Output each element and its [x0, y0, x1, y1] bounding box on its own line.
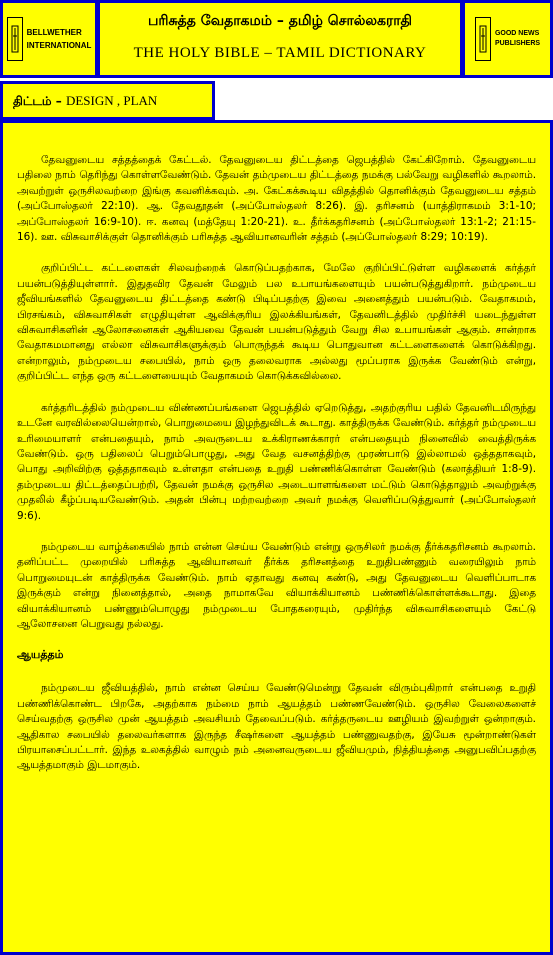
header-title-box — [97, 0, 463, 78]
paragraph: குறிப்பிட்ட கட்டளைகள் சிலவற்றைக் கொடுப்பதற்காக, மேலே குறிப்பிட்டுள்ள வழிகளைக் கர்த்தர் பயன்படுத்தியுள்ளார். இதுதவிர தேவன் மேலும் பல உபாயங்களையும் பயன்படுத்துகிறார். நம்முடைய ஜீவியங்களில் தேவனுடைய திட்டத்தை கண்டு பிடிப்பதற்கு இவை அனைத்தும் பயன்படும். வேதாகமம், பிரசங்கம், விசுவாசிகள் எழுதியுள்ள ஆவிக்குரிய இலக்கியங்கள், தேவனிடத்தில் முதிர்ச்சி யடைந்துள்ள விசுவாசிகளின் ஆலோசனைகள் ஆகியவை தேவன் பயன்படுத்தும் வேறு சில உபாயங்கள் ஆகும். சான்றாக வேதாகமமானது எல்லா விசுவாசிகளுக்கும் பொருந்தக் கூடிய பொதுவான கட்டளைகளைக் கொடுக்கிறது. என்றாலும், நம்முடைய சபையில், நாம் ஒரு தலைவராக அல்லது மூப்பராக இருக்க வேண்டும் என்று, குறிப்பிட்ட எந்த ஒரு கட்டளையையும் வேதாகமம் கொடுக்கவில்லை. — [17, 262, 536, 383]
left-logo-text: BELLWETHER INTERNATIONAL — [26, 28, 92, 50]
right-logo-text: GOOD NEWS PUBLISHERS — [494, 30, 541, 47]
content-panel — [0, 120, 553, 955]
page-title-english: THE HOLY BIBLE – TAMIL DICTIONARY — [133, 45, 427, 61]
section-tab-label — [13, 93, 157, 110]
section-tab-separator: – — [51, 94, 66, 108]
paragraph: தேவனுடைய சத்தத்தைக் கேட்டல். தேவனுடைய திட்டத்தை ஜெபத்தில் கேட்கிறோம். தேவனுடைய பதிலை நாம் தெரிந்து கொள்ளவேண்டும். தேவன் தம்முடைய திட்டத்தை நமக்கு பல்வேறு வழிகளில் கூறலாம். அவற்றுள் ஒருசிலவற்றை இங்கு கவனிக்கவும். அ. கேட்கக்கூடிய விதத்தில் தொனிக்கும் தேவனுடைய சத்தம் (அப்போஸ்தலர் 22:10). ஆ. தேவதூதன் (அப்போஸ்தலர் 8:26). இ. தரிசனம் (யாத்திராகமம் 3:1-10; அப்போஸ்தலர் 16:9-10). ஈ. கனவு (மத்தேயு 1:20-21). உ. தீர்க்கதரிசனம் (அப்போஸ்தலர் 13:1-2; 21:15-16). ஊ. விசுவாசிக்குள் தொனிக்கும் பரிசுத்த ஆவியானவரின் சத்தம் (அப்போஸ்தலர் 8:29; 10:19). — [17, 154, 536, 244]
page-title-tamil: பரிசுத்த வேதாகமம் – தமிழ் சொல்லகராதி — [148, 13, 412, 29]
paragraph: நம்முடைய ஜீவியத்தில், நாம் என்ன செய்ய வேண்டுமென்று தேவன் விரும்புகிறார் என்பதை உறுதி பண்ணிக்கொண்ட பிறகே, அதற்காக நம்மை நாம் ஆயத்தம் பண்ணவேண்டும். ஒருசில வேலைகளைச் செய்வதற்கு ஒருசில முன் ஆயத்தம் அவசியம் தேவைப்படும். கர்த்தருடைய ஊழியம் இவற்றுள் ஒன்றாகும். ஆதிகால சபையில் தலைவர்களாக இருந்த சீஷர்களை ஆயத்தம் பண்ணுவதற்கு, இயேசு மூன்றாண்டுகள் பிரயாசைப்பட்டார். இந்த உலகத்தில் வாழும் நம் அனைவருடைய ஜீவியமும், நித்தியத்தை அனுபவிப்பதற்கு ஆயத்தமாகும் இடமாகும். — [17, 682, 536, 772]
book-emblem-icon — [7, 17, 23, 61]
left-logo-box — [0, 0, 98, 78]
paragraph: நம்முடைய வாழ்க்கையில் நாம் என்ன செய்ய வேண்டும் என்று ஒருசிலர் நமக்கு தீர்க்கதரிசனம் கூறலாம். தனிப்பட்ட முறையில் பரிசுத்த ஆவியானவர் தீர்க்க தரிசனத்தை உறுதிபண்ணும் வரையிலும் நாம் பொறுமையுடன் காத்திருக்க வேண்டும். நாம் ஏதாவது கனவு கண்டு, அது தேவனுடைய வெளிப்பாடாக இருக்கும் என்று நினைத்தால், அதை நாமாகவே வியாக்கியானம் பண்ணிக்கொள்ளக்கூடாது. இதை வியாக்கியானம் பண்ணும்பொழுது நம்முடைய போதகரையும், முதிர்ந்த விசுவாசிகளையும் கேட்டு ஆலோசனை பெறுவது நல்லது. — [17, 540, 536, 630]
content-body — [17, 153, 536, 774]
right-logo-box — [462, 0, 553, 78]
paragraph: கர்த்தரிடத்தில் நம்முடைய விண்ணப்பங்களை ஜெபத்தில் ஏறெடுத்து, அதற்குரிய பதில் தேவனிடமிருந்து உடனே வரவில்லையென்றால், பொறுமையை இழந்துவிடக் கூடாது. காத்திருக்க வேண்டும். கர்த்தர் நம்முடைய உரிமையாளர் என்பதையும், நாம் அவருடைய உக்கிராணக்காரர் என்பதையும் நினைவில் வைத்திருக்க வேண்டும். ஒரு பதிலைப் பெறும்பொழுது, அது வேத வசனத்திற்கு முரண்பாடு இல்லாமல் ஒத்ததாகவும், பொது அறிவிற்கு ஒத்ததாகவும் உள்ளதா என்பதை உறுதி பண்ணிக்கொள்ள வேண்டும் (கலாத்தியர் 1:8-9). தம்முடைய திட்டத்தைப்பற்றி, தேவன் நமக்கு ஒருசில அடையாளங்களை மட்டும் கொடுத்தாலும் அவற்றுக்கு முதலில் கீழ்ப்படியவேண்டும். அதன் பின்பு மற்றவற்றை அவர் நமக்கு வெளிப்படுத்துவார் (அப்போஸ்தலர் 9:6). — [17, 401, 536, 522]
section-tab-english: DESIGN , PLAN — [65, 93, 158, 108]
section-tab — [0, 81, 215, 120]
section-heading: ஆயத்தம் — [17, 648, 64, 662]
book-emblem-icon — [475, 17, 491, 61]
section-tab-tamil: திட்டம் — [13, 94, 52, 108]
